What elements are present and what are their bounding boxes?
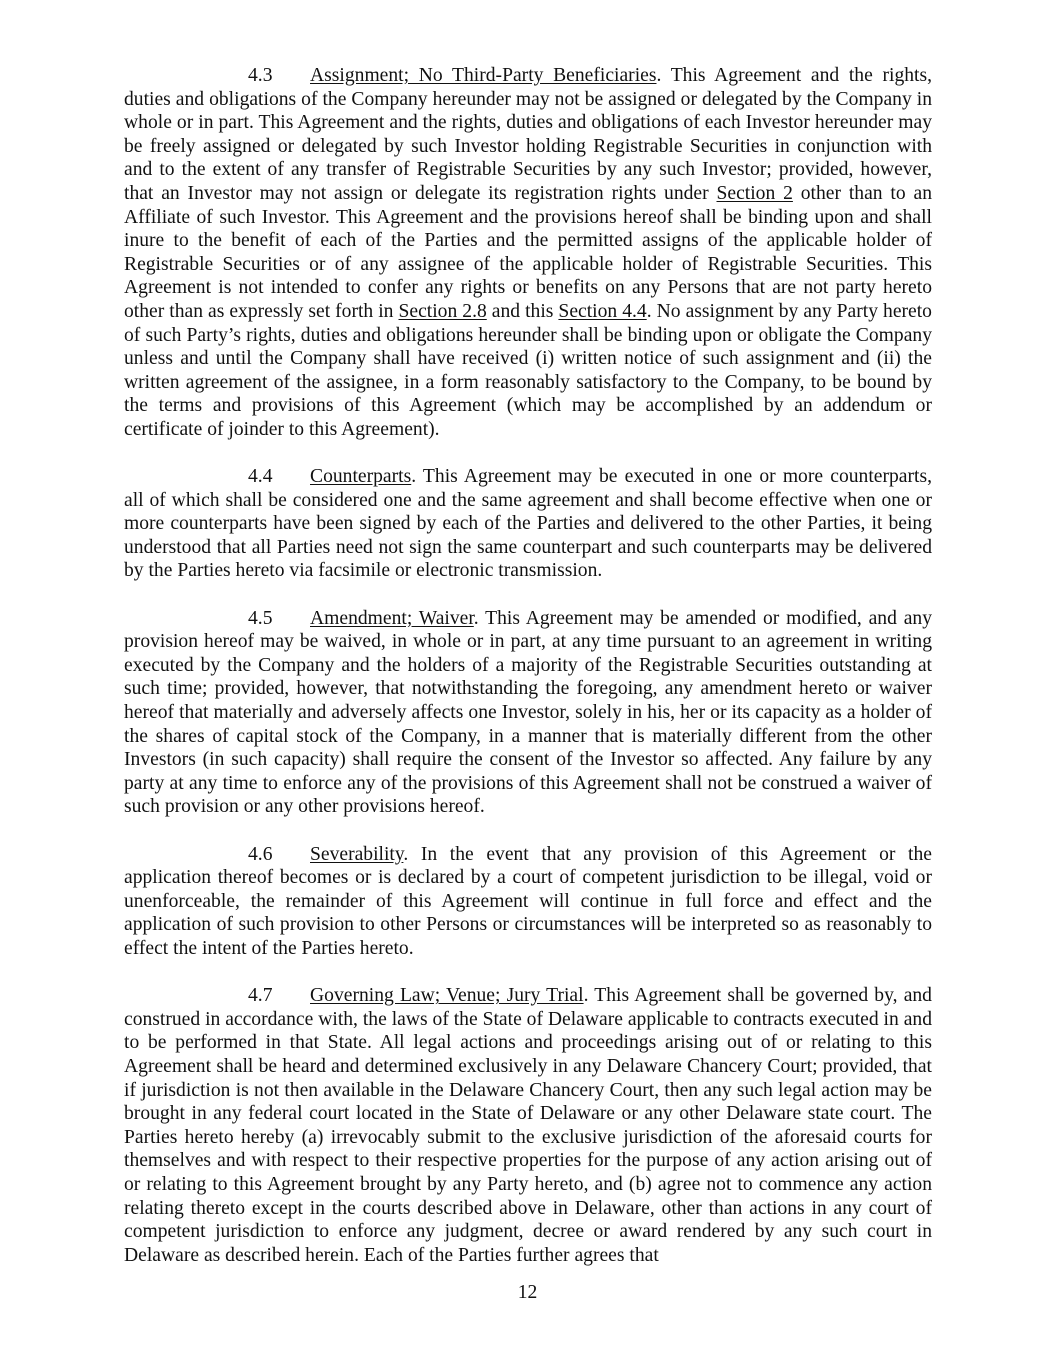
section-4-6 <box>124 843 932 961</box>
section-heading: Assignment; No Third-Party Beneficiaries <box>310 65 657 86</box>
section-number: 4.3 <box>248 65 273 86</box>
document-page <box>124 64 932 1291</box>
section-4-3 <box>124 64 932 442</box>
section-number: 4.6 <box>248 843 273 865</box>
section-text: . No assignment by any Party hereto of such Party’s rights, duties and obligations hereunder shall be binding upon or obligate the Company unless and until the Company shall have received (i) written notice of such assignment and (ii) the written agreement of the assignee, in a form reasonably satisfactory to the Company, to be bound by the terms and provisions of this Agreement (which may be accomplished by an addendum or certificate of joinder to this Agreement). <box>124 300 932 440</box>
section-heading: Counterparts <box>310 466 412 488</box>
section-number: 4.7 <box>248 985 273 1007</box>
section-text: . In the event that any provision of this Agreement or the application thereof becomes or is declared by a court of competent jurisdiction to be illegal, void or unenforceable, the remainder of this Agreement will continue in full force and effect and the application of such provision to other Persons or circumstances will be interpreted so as reasonably to effect the intent of the Parties hereto. <box>124 843 932 959</box>
section-reference: Section 2.8 <box>398 300 487 322</box>
section-heading: Severability <box>310 843 404 865</box>
section-4-4 <box>124 465 932 583</box>
section-text: . This Agreement may be amended or modified, and any provision hereof may be waived, in whole or in part, at any time pursuant to an agreement in writing executed by the Company and the holders of a majority of the Registrable Securities outstanding at such time; provided, however, that notwithstanding the foregoing, any amendment hereto or waiver hereof that materially and adversely affects one Investor, solely in his, her or its capacity as a holder of the shares of capital stock of the Company, in a manner that is materially different from the other Investors (in such capacity) shall require the consent of the Investor so affected. Any failure by any party at any time to enforce any of the provisions of this Agreement shall not be construed a waiver of such provision or any other provisions hereof. <box>124 607 932 818</box>
section-reference: Section 2 <box>716 182 793 204</box>
section-text: other than to an Affiliate of such Investor. This Agreement and the provisions hereof shall be binding upon and shall inure to the benefit of each of the Parties and the permitted assigns of the applicable holder of Registrable Securities or of any assignee of the applicable holder of Registrable Securities. This Agreement is not intended to confer any rights or benefits on any Persons that are not party hereto other than as expressly set forth in <box>124 182 933 322</box>
section-text: . This Agreement and the rights, duties and obligations of the Company hereunder may not be assigned or delegated by the Company in whole or in part. This Agreement and the rights, duties and obligations of each Investor hereunder may be freely assigned or delegated by such Investor holding Registrable Securities in conjunction with and to the extent of any transfer of Registrable Securities by any such Investor; provided, however, that an Investor may not assign or delegate its registration rights under <box>124 65 932 204</box>
section-number: 4.4 <box>248 466 273 488</box>
section-text: . This Agreement may be executed in one or more counterparts, all of which shall be considered one and the same agreement and shall become effective when one or more counterparts have been signed by each of the Parties and delivered to the other Parties, it being understood that all Parties need not sign the same counterpart and such counterparts may be delivered by the Parties hereto via facsimile or electronic transmission. <box>124 466 932 582</box>
section-number: 4.5 <box>248 607 273 629</box>
section-text: and this <box>486 300 559 322</box>
page-number: 12 <box>517 1282 538 1303</box>
section-heading: Amendment; Waiver <box>310 607 474 629</box>
section-4-7 <box>124 984 932 1267</box>
section-text: . This Agreement shall be governed by, and construed in accordance with, the laws of the State of Delaware applicable to contracts executed in and to be performed in that State. All legal actions and proceedings arising out of or relating to this Agreement shall be heard and determined exclusively in any Delaware Chancery Court; provided, that if jurisdiction is not then available in the Delaware Chancery Court, then any such legal action may be brought in any federal court located in the State of Delaware or any other Delaware state court. The Parties hereto hereby (a) irrevocably submit to the exclusive jurisdiction of the aforesaid courts for themselves and with respect to their respective properties for the purpose of any action arising out of or relating to this Agreement brought by any Party hereto, and (b) agree not to commence any action relating thereto except in the courts described above in Delaware, other than actions in any court of competent jurisdiction to enforce any judgment, decree or award rendered by any such court in Delaware as described herein. Each of the Parties further agrees that <box>124 985 932 1266</box>
section-reference: Section 4.4 <box>558 300 647 322</box>
section-4-5 <box>124 607 932 819</box>
section-heading: Governing Law; Venue; Jury Trial <box>310 985 584 1007</box>
